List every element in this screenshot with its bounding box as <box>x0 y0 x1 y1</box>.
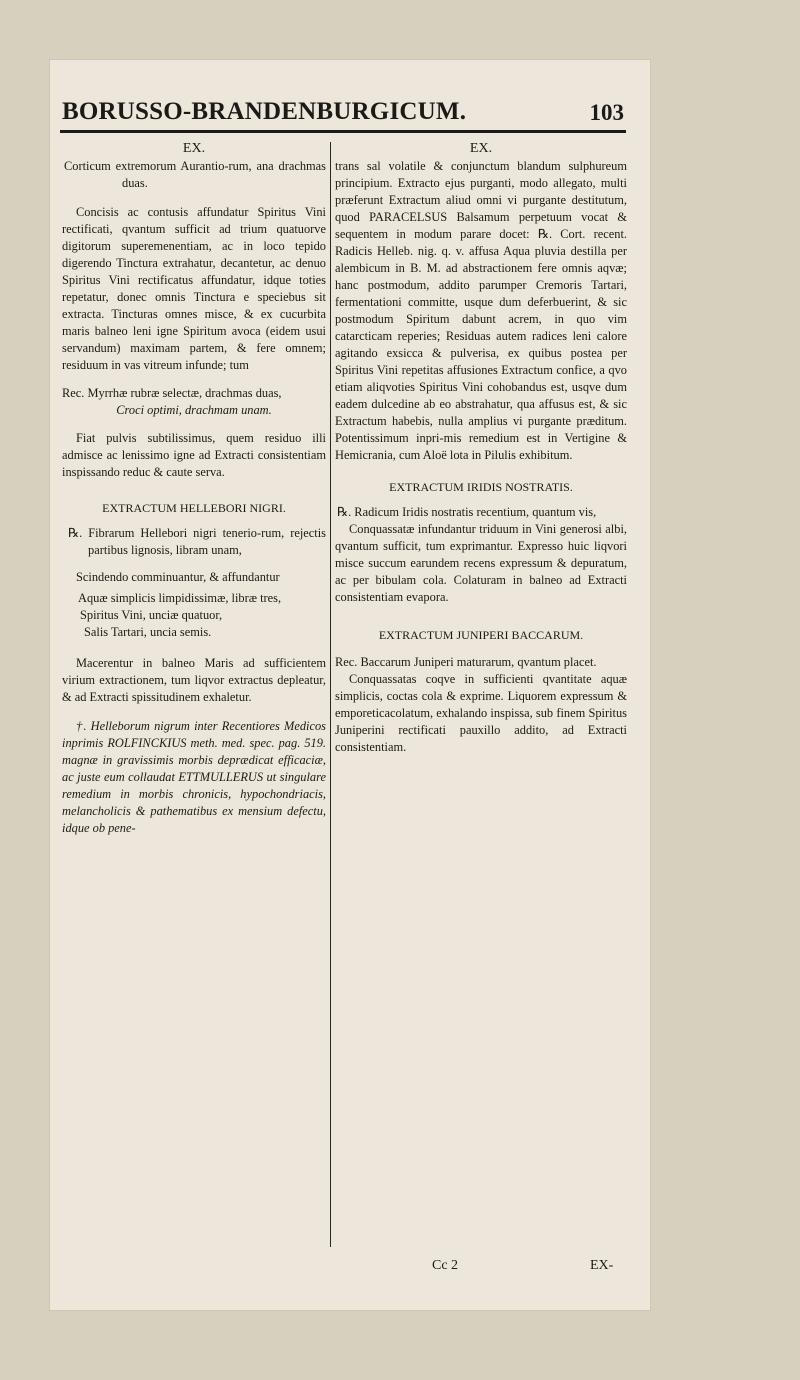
left-paragraph-2: Fiat pulvis subtilissimus, quem residuo illi admisce ac lenissimo igne ad Extracti consistentiam inspissando reduc & caute serva. <box>62 431 326 479</box>
left-column-head: EX. <box>182 141 206 156</box>
section-title-juniperi: EXTRACTUM JUNIPERI BACCARUM. <box>378 628 584 642</box>
right-column-head: EX. <box>469 141 493 156</box>
right-column <box>335 140 627 756</box>
page-number: 103 <box>589 100 624 125</box>
right-recipe-radicum: ℞. Radicum Iridis nostratis recentium, quantum vis, <box>337 505 597 519</box>
column-divider <box>330 142 331 1247</box>
left-recipe-spiritus: Spiritus Vini, unciæ quatuor, <box>80 608 223 622</box>
left-recipe-croci: Croci optimi, drachmam unam. <box>116 403 272 417</box>
right-paragraph-1: trans sal volatile & conjunctum blandum sulphureum principium. Extracto ejus purganti, modo allegato, multi præferunt Extractum aliud omni vi purgante destitutum, quod PARACELSUS Balsamum perpetuum vocat & sequentem in modum parare docet: ℞. Cort. recent. Radicis Helleb. nig. q. v. affusa Aqua pluvia destilla per alembicum in B. M. ad abstractionem fere omnis aqvæ; hanc postmodum, addito parumper Cremoris Tartari, fermentationi committe, usque dum deferbuerint, & sic postmodum Spiritum dabunt acrem, in quo vim catarcticam reperies; Residuas autem radices leni calore agitando exsicca & pulverisa, ex quibus postea per Spiritus Vini repetitas affusiones Extractum confice, a qvo etiam aliqvoties Spiritus Vini cohobandus est, usqve dum eadem dulcedine ab eo abstrahatur, qua affusus est, & sic Extractum habebis, nulla amplius vi purgante præditum. Potentissimum inpri-mis remedium est in Vertigine & Hemicrania, cum Aloë lota in Pilulis exhibitum. <box>335 159 627 462</box>
right-recipe-baccarum: Rec. Baccarum Juniperi maturarum, qvantum placet. <box>335 655 597 669</box>
left-column <box>62 140 326 837</box>
left-paragraph-1: Concisis ac contusis affundatur Spiritus Vini rectificati, qvantum sufficit ad trium quatuorve digitorum superemenentiam, ac in loco tepido digerendo Tinctura extrahatur, decantetur, ac denuo Spiritus Vini rectificatus affundatur, idque toties repetatur, donec omnis Tinctura e speciebus sit extracta. Tincturas omnes misce, & ex cucurbita maris balneo leni igne Spiritum avoca (eidem usui servandum) maximam partem, & fere omnem; residuum in vas vitreum infunde; tum <box>62 205 326 372</box>
page-header-title: BORUSSO-BRANDENBURGICUM. <box>62 98 467 125</box>
signature-mark: Cc 2 <box>432 1258 459 1273</box>
section-title-hellebori: EXTRACTUM HELLEBORI NIGRI. <box>102 501 286 515</box>
catchword: EX- <box>590 1258 614 1273</box>
left-recipe-rec: Rec. Myrrhæ rubræ selectæ, drachmas duas, <box>62 386 282 400</box>
header-rule <box>60 130 626 133</box>
left-recipe-ingredient: Corticum extremorum Aurantio-rum, ana drachmas duas. <box>64 159 326 190</box>
left-recipe-salis: Salis Tartari, uncia semis. <box>84 625 212 639</box>
section-title-iridis: EXTRACTUM IRIDIS NOSTRATIS. <box>389 480 573 494</box>
left-paragraph-3: Scindendo comminuantur, & affundantur <box>76 570 280 584</box>
right-paragraph-2: Conquassatæ infundantur triduum in Vini generosi albi, qvantum sufficit, tum exprimantur. Expresso huic liqvori misce succum earundem recens expressum & depuratum, ac per bibulam cola. Colaturam in balneo ad Extracti consistentiam evapora. <box>335 522 627 604</box>
left-note: †. Helleborum nigrum inter Recentiores Medicos inprimis ROLFINCKIUS meth. med. spec. pag. 519. magnæ in gravissimis morbis deprædicat efficaciæ, ac juste eum collaudat ETTMULLERUS ut singulare remedium in morbis chronicis, hypochondriacis, melancholicis & pathematibus ex mensium defectu, idque ob pene- <box>62 719 326 835</box>
left-recipe-fibrarum: ℞. Fibrarum Hellebori nigri tenerio-rum, rejectis partibus lignosis, libram unam, <box>68 526 326 557</box>
left-recipe-aquae: Aquæ simplicis limpidissimæ, libræ tres, <box>78 591 282 605</box>
right-paragraph-3: Conquassatas coqve in sufficienti qvantitate aquæ simplicis, coctas cola & exprime. Liquorem expressum & emporeticacolatum, exhalando inspissa, sub finem Spiritus Juniperini rectificati pauxillo addito, ad Extracti consistentiam. <box>335 672 627 754</box>
left-paragraph-4: Macerentur in balneo Maris ad sufficientem virium extractionem, tum liqvor extractus depleatur, & ad Extracti spissitudinem exhaletur. <box>62 656 326 704</box>
running-head <box>60 98 630 130</box>
